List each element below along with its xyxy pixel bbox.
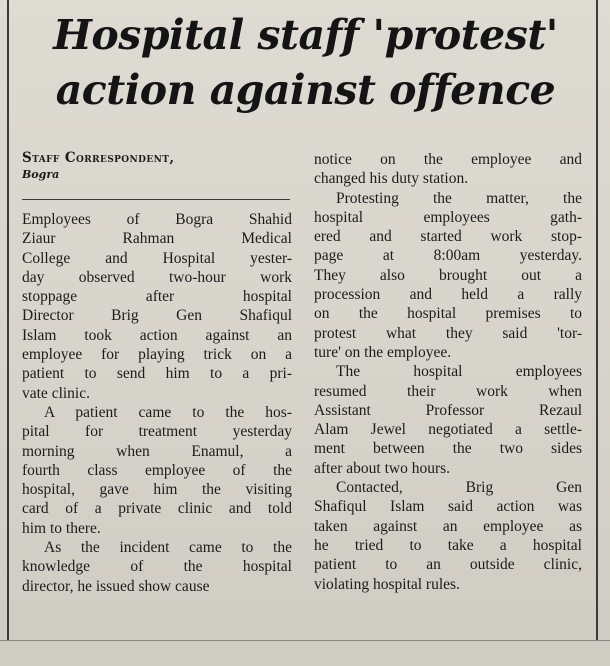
text-line: changed his duty station. — [314, 170, 469, 188]
text-line: Assistant Professor Rezaul — [314, 401, 582, 419]
text-line: after about two hours. — [314, 459, 451, 477]
paragraph — [314, 478, 582, 594]
text-line: Ziaur Rahman Medical — [22, 230, 292, 248]
text-line: patient to an outside clinic, — [314, 556, 582, 574]
text-line: vate clinic. — [22, 384, 90, 402]
text-line: patient to send him to a pri- — [22, 365, 292, 383]
text-line: resumed their work when — [314, 382, 582, 400]
page-edge — [0, 640, 610, 641]
text-line: on the hospital premises to — [314, 305, 582, 323]
column-rule-left — [7, 0, 9, 640]
paragraph — [22, 538, 292, 596]
dateline: Bogra — [22, 168, 60, 181]
text-line: fourth class employee of the — [22, 461, 292, 479]
paragraph — [314, 362, 582, 478]
article-column-1 — [22, 210, 292, 596]
headline-line-2: action against offence — [55, 66, 556, 114]
text-line: Alam Jewel negotiated a settle- — [314, 421, 582, 439]
text-line: College and Hospital yester- — [22, 249, 292, 267]
text-line: ered and started work stop- — [314, 228, 582, 246]
text-line: knowledge of the hospital — [22, 558, 292, 576]
text-line: morning when Enamul, a — [22, 442, 292, 460]
text-line: Protesting the matter, the — [336, 189, 582, 207]
text-line: stoppage after hospital — [22, 288, 292, 306]
text-line: protest what they said 'tor- — [314, 324, 582, 342]
text-line: violating hospital rules. — [314, 575, 460, 593]
text-line: hospital, gave him the visiting — [22, 481, 292, 499]
text-line: employee for playing trick on a — [22, 346, 292, 364]
text-line: notice on the employee and — [314, 151, 582, 168]
byline-name: Staff Correspondent, — [22, 150, 175, 166]
text-line: They also brought out a — [314, 266, 582, 284]
text-line: procession and held a rally — [314, 286, 582, 304]
byline-divider — [22, 199, 290, 200]
text-line: taken against an employee as — [314, 517, 582, 535]
text-line: A patient came to the hos- — [44, 403, 292, 421]
text-line: As the incident came to the — [44, 539, 292, 557]
text-line: ment between the two sides — [314, 440, 582, 458]
text-line: card of a private clinic and told — [22, 500, 292, 518]
text-line: ture' on the employee. — [314, 343, 452, 361]
text-line: director, he issued show cause — [22, 577, 210, 595]
headline — [18, 8, 593, 118]
paragraph — [22, 403, 292, 538]
text-line: Director Brig Gen Shafiqul — [22, 307, 292, 325]
text-line: Islam took action against an — [22, 326, 292, 344]
paragraph — [314, 189, 582, 363]
text-line: pital for treatment yesterday — [22, 423, 292, 441]
text-line: page at 8:00am yesterday. — [314, 247, 582, 265]
text-line: Contacted, Brig Gen — [336, 479, 582, 497]
text-line: The hospital employees — [336, 363, 582, 381]
text-line: Shafiqul Islam said action was — [314, 498, 582, 516]
text-line: him to there. — [22, 519, 101, 537]
column-rule-right — [596, 0, 598, 640]
paragraph — [314, 150, 582, 189]
text-line: day observed two-hour work — [22, 268, 292, 286]
headline-line-1: Hospital staff 'protest' — [53, 11, 558, 59]
article-column-2 — [314, 150, 582, 594]
byline — [22, 150, 292, 181]
text-line: Employees of Bogra Shahid — [22, 211, 292, 228]
paragraph — [22, 210, 292, 403]
text-line: hospital employees gath- — [314, 208, 582, 226]
text-line: he tried to take a hospital — [314, 536, 582, 554]
